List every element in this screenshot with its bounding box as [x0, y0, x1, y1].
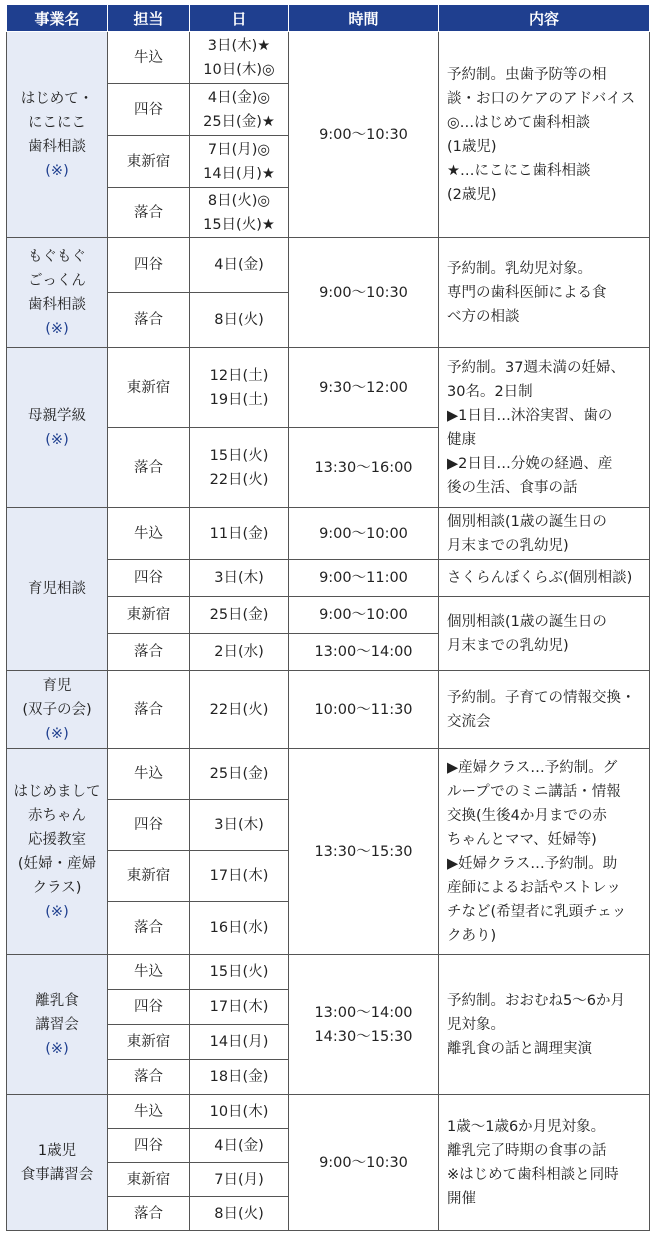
date-line: 11日(金) — [209, 525, 269, 542]
office-cell: 四谷 — [108, 800, 190, 851]
program-name-line: 母親学級 — [28, 407, 86, 424]
reservation-note: (※) — [45, 162, 69, 179]
program-name-line: にこにこ — [28, 114, 86, 131]
content-line: 交流会 — [447, 713, 491, 730]
content-line: ★…にこにこ歯科相談 — [447, 162, 591, 179]
office-cell: 落合 — [108, 634, 190, 671]
office-cell: 四谷 — [108, 990, 190, 1025]
program-name-line: 育児相談 — [28, 581, 86, 597]
date-line: 16日(水) — [209, 920, 269, 936]
program-name — [7, 749, 108, 955]
content-cell — [439, 597, 650, 671]
date-cell — [190, 560, 289, 597]
time-line: 9:00～10:30 — [319, 284, 408, 301]
table-row — [7, 1095, 650, 1129]
date-line: 4日(金) — [214, 1137, 264, 1154]
reservation-note: (※) — [45, 1040, 69, 1057]
content-line: 1歳～1歳6か月児対象。 — [447, 1118, 606, 1135]
content-cell — [439, 955, 650, 1095]
date-cell — [190, 84, 289, 136]
date-line: 22日(火) — [209, 701, 269, 718]
header-content: 内容 — [439, 5, 650, 32]
content-cell — [439, 348, 650, 508]
date-line: 14日(月) — [209, 1034, 269, 1050]
date-cell — [190, 597, 289, 634]
content-cell — [439, 32, 650, 238]
schedule-body — [7, 32, 650, 1231]
program-name — [7, 671, 108, 749]
date-cell — [190, 188, 289, 238]
content-line: ▶1日目…沐浴実習、歯の — [447, 407, 613, 424]
date-cell — [190, 1129, 289, 1163]
time-cell — [289, 671, 439, 749]
content-line: 予約制。37週未満の妊婦、 — [447, 359, 625, 376]
program-name-line: 離乳食 — [35, 992, 79, 1009]
content-line: べ方の相談 — [447, 308, 520, 325]
date-line: 17日(木) — [209, 999, 269, 1015]
time-line: 9:00～10:30 — [319, 126, 408, 143]
date-line: 22日(火) — [209, 471, 269, 488]
date-cell — [190, 508, 289, 560]
content-line: 予約制。子育ての情報交換・ — [447, 689, 636, 706]
time-cell: 9:30～12:00 — [289, 348, 439, 428]
office-cell: 落合 — [108, 188, 190, 238]
content-line: 交換(生後4か月までの赤 — [447, 807, 607, 824]
content-line: ◎…はじめて歯科相談 — [447, 114, 591, 131]
date-cell — [190, 1095, 289, 1129]
date-cell — [190, 851, 289, 902]
header-office: 担当 — [108, 5, 190, 32]
date-line: 19日(土) — [209, 391, 269, 408]
time-line: 13:30～15:30 — [314, 843, 413, 860]
content-cell — [439, 1095, 650, 1231]
office-cell: 東新宿 — [108, 348, 190, 428]
office-cell: 牛込 — [108, 955, 190, 990]
date-cell — [190, 238, 289, 293]
program-name-line: もぐもぐ — [28, 248, 86, 265]
content-line: 離乳完了時期の食事の話 — [447, 1142, 607, 1159]
office-cell: 落合 — [108, 1060, 190, 1095]
date-cell — [190, 749, 289, 800]
date-line: 8日(火) — [214, 312, 264, 328]
time-line: 13:00～14:00 — [314, 1004, 413, 1021]
date-line: 15日(火) — [209, 964, 269, 980]
time-line: 9:00～10:30 — [319, 1154, 408, 1171]
date-cell — [190, 1163, 289, 1197]
time-cell: 9:00～10:00 — [289, 597, 439, 634]
date-line: 8日(火)◎ — [207, 192, 271, 209]
office-cell: 四谷 — [108, 84, 190, 136]
program-name — [7, 1095, 108, 1231]
table-row — [7, 238, 650, 293]
content-line: チなど(希望者に乳頭チェッ — [447, 903, 627, 920]
header-row — [7, 5, 650, 32]
content-line: 30名。2日制 — [447, 383, 533, 400]
time-cell: 13:30～16:00 — [289, 428, 439, 508]
program-name-line: 食事講習会 — [20, 1166, 94, 1183]
time-cell: 9:00～11:00 — [289, 560, 439, 597]
date-line: 3日(木)★ — [207, 37, 271, 54]
content-cell — [439, 671, 650, 749]
program-name-line: はじめて・ — [20, 90, 94, 107]
content-line: ループでのミニ講話・情報 — [447, 783, 621, 800]
header-program: 事業名 — [7, 5, 108, 32]
date-line: 7日(月) — [214, 1171, 264, 1188]
office-cell: 東新宿 — [108, 597, 190, 634]
table-row — [7, 955, 650, 990]
date-cell — [190, 1025, 289, 1060]
time-cell: 9:00～10:00 — [289, 508, 439, 560]
content-line: 予約制。おおむね5～6か月 — [447, 992, 625, 1009]
program-name — [7, 508, 108, 671]
date-line: 4日(金)◎ — [207, 89, 271, 106]
reservation-note: (※) — [45, 320, 69, 337]
content-line: 産師によるお話やストレッ — [447, 879, 621, 896]
program-name-line: (双子の会) — [22, 701, 92, 718]
program-name-line: (妊婦・産婦 — [17, 855, 97, 872]
table-row — [7, 749, 650, 800]
content-line: 後の生活、食事の話 — [447, 479, 578, 496]
office-cell: 落合 — [108, 428, 190, 508]
office-cell: 東新宿 — [108, 1163, 190, 1197]
program-name-line: 講習会 — [35, 1016, 79, 1033]
reservation-note: (※) — [45, 903, 69, 920]
content-line: (1歳児) — [447, 138, 497, 155]
date-cell — [190, 902, 289, 955]
table-row — [7, 508, 650, 560]
office-cell: 牛込 — [108, 32, 190, 84]
program-name-line: はじめまして — [13, 783, 101, 800]
time-cell — [289, 749, 439, 955]
date-line: 12日(土) — [209, 367, 269, 384]
date-cell — [190, 428, 289, 508]
date-line: 18日(金) — [209, 1069, 269, 1085]
time-line: 10:00～11:30 — [314, 701, 413, 718]
date-line: 3日(木) — [214, 570, 264, 586]
date-cell — [190, 348, 289, 428]
content-line: 離乳食の話と調理実演 — [447, 1040, 592, 1057]
program-name-line: ごっくん — [28, 272, 86, 289]
content-line: 予約制。乳幼児対象。 — [447, 260, 592, 277]
content-line: ▶2日目…分娩の経過、産 — [447, 455, 613, 472]
office-cell: 東新宿 — [108, 1025, 190, 1060]
time-cell — [289, 1095, 439, 1231]
content-line: ▶産婦クラス…予約制。グ — [447, 759, 618, 776]
date-cell — [190, 136, 289, 188]
content-line: 月末までの乳幼児) — [447, 537, 569, 554]
date-cell — [190, 634, 289, 671]
content-line: 健康 — [447, 431, 476, 448]
office-cell: 四谷 — [108, 560, 190, 597]
content-line: ▶妊婦クラス…予約制。助 — [447, 855, 618, 872]
content-line: 個別相談(1歳の誕生日の — [447, 513, 607, 530]
program-name-line: 赤ちゃん — [28, 807, 86, 824]
schedule-table-wrapper — [6, 4, 649, 1231]
program-name-line: 歯科相談 — [28, 296, 86, 313]
time-cell — [289, 955, 439, 1095]
program-name — [7, 32, 108, 238]
program-name-line: クラス) — [32, 879, 82, 896]
content-line: 開催 — [447, 1190, 476, 1207]
date-cell — [190, 671, 289, 749]
time-cell — [289, 238, 439, 348]
program-name — [7, 955, 108, 1095]
content-cell — [439, 508, 650, 560]
date-cell — [190, 1060, 289, 1095]
table-row — [7, 348, 650, 428]
date-line: 2日(水) — [214, 644, 264, 660]
program-name-line: 1歳児 — [37, 1142, 77, 1159]
date-line: 4日(金) — [214, 257, 264, 273]
program-name — [7, 238, 108, 348]
date-line: 8日(火) — [214, 1205, 264, 1222]
program-name-line: 応援教室 — [28, 831, 86, 848]
header-time: 時間 — [289, 5, 439, 32]
content-line: 月末までの乳幼児) — [447, 637, 569, 654]
date-cell — [190, 293, 289, 348]
time-cell: 13:00～14:00 — [289, 634, 439, 671]
office-cell: 四谷 — [108, 238, 190, 293]
content-cell — [439, 238, 650, 348]
table-row — [7, 32, 650, 84]
content-line: 予約制。虫歯予防等の相 — [447, 66, 607, 83]
office-cell: 落合 — [108, 902, 190, 955]
program-name-line: 育児 — [42, 677, 72, 694]
time-cell — [289, 32, 439, 238]
content-line: 専門の歯科医師による食 — [447, 284, 607, 301]
reservation-note: (※) — [45, 725, 69, 742]
date-line: 17日(木) — [209, 868, 269, 884]
date-line: 10日(木)◎ — [203, 61, 275, 78]
date-line: 25日(金) — [209, 607, 269, 623]
table-row — [7, 671, 650, 749]
content-line: 談・お口のケアのアドバイス — [447, 90, 636, 107]
content-line: ちゃんとママ、妊婦等) — [447, 831, 597, 848]
date-line: 25日(金)★ — [203, 113, 275, 130]
office-cell: 落合 — [108, 293, 190, 348]
date-cell — [190, 990, 289, 1025]
date-cell — [190, 800, 289, 851]
date-cell — [190, 32, 289, 84]
office-cell: 牛込 — [108, 1095, 190, 1129]
content-line: さくらんぼくらぶ(個別相談) — [447, 570, 633, 586]
date-line: 25日(金) — [209, 766, 269, 782]
office-cell: 牛込 — [108, 508, 190, 560]
office-cell: 落合 — [108, 671, 190, 749]
date-line: 7日(月)◎ — [207, 141, 271, 158]
content-line: 個別相談(1歳の誕生日の — [447, 613, 607, 630]
office-cell: 牛込 — [108, 749, 190, 800]
time-line: 14:30～15:30 — [314, 1028, 413, 1045]
header-date: 日 — [190, 5, 289, 32]
content-line: (2歳児) — [447, 186, 497, 203]
office-cell: 四谷 — [108, 1129, 190, 1163]
content-cell — [439, 560, 650, 597]
content-line: クあり) — [447, 927, 497, 944]
program-name-line: 歯科相談 — [28, 138, 86, 155]
program-name — [7, 348, 108, 508]
date-cell — [190, 955, 289, 990]
office-cell: 東新宿 — [108, 136, 190, 188]
content-line: ※はじめて歯科相談と同時 — [447, 1166, 619, 1183]
office-cell: 落合 — [108, 1197, 190, 1231]
date-line: 3日(木) — [214, 817, 264, 833]
date-cell — [190, 1197, 289, 1231]
schedule-table — [6, 4, 650, 1231]
date-line: 15日(火)★ — [203, 216, 275, 233]
date-line: 15日(火) — [209, 447, 269, 464]
reservation-note: (※) — [45, 431, 69, 448]
content-cell — [439, 749, 650, 955]
date-line: 10日(木) — [209, 1103, 269, 1120]
office-cell: 東新宿 — [108, 851, 190, 902]
date-line: 14日(月)★ — [203, 165, 275, 182]
content-line: 児対象。 — [447, 1016, 505, 1033]
